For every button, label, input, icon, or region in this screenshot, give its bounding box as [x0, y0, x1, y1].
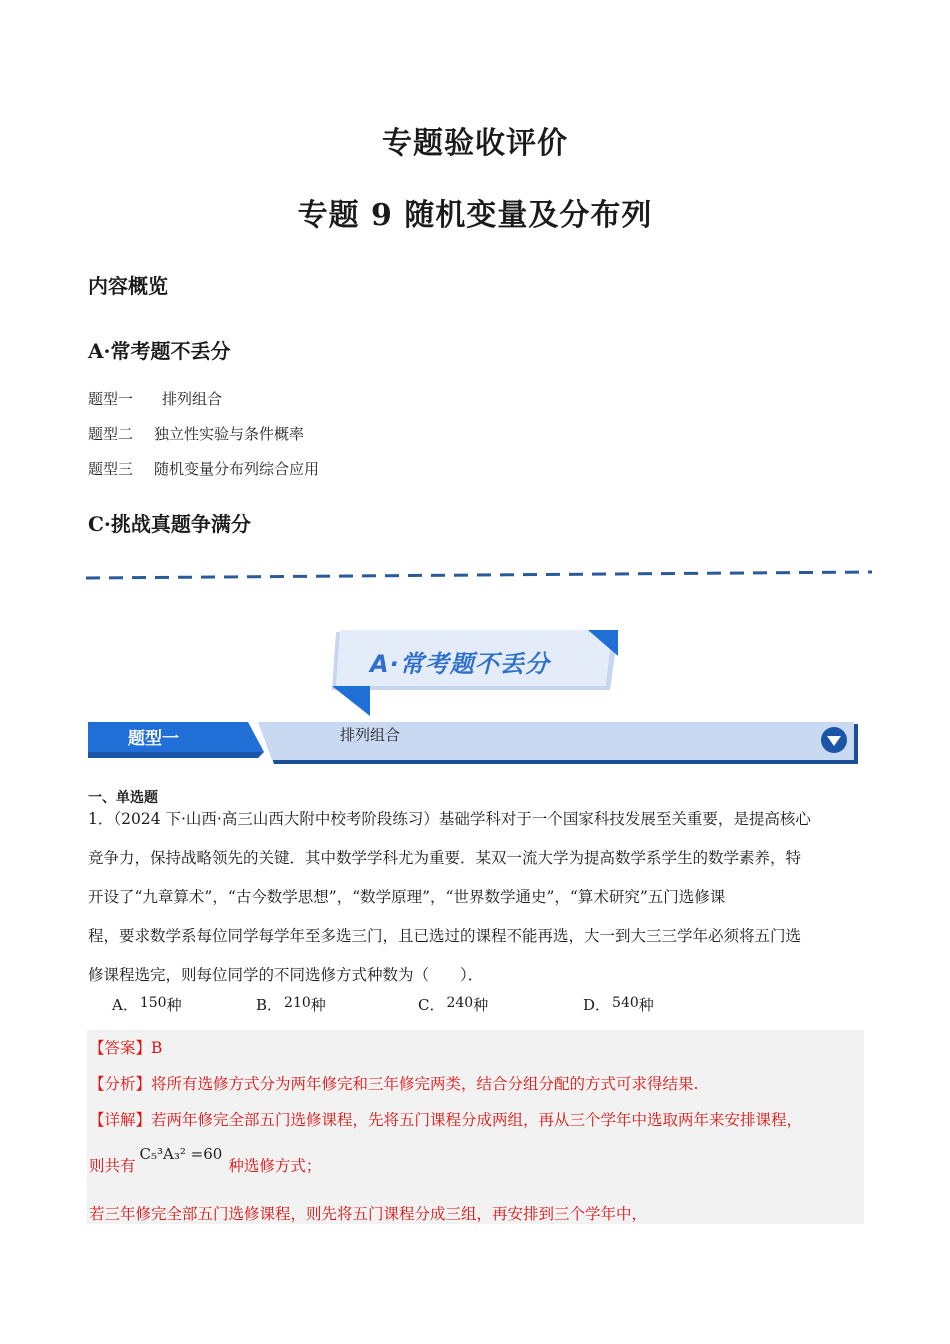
- doc-subtitle: 专题 9 随机变量及分布列: [297, 198, 653, 233]
- option-c[interactable]: [418, 994, 488, 1015]
- option-value: 240: [446, 995, 474, 1011]
- toc-item[interactable]: [88, 388, 222, 409]
- option-d[interactable]: [583, 994, 654, 1015]
- option-letter: A．: [112, 996, 138, 1014]
- section-divider: [86, 566, 872, 586]
- question-line: 修课程选完，则每位同学的不同选修方式种数为（ ）．: [88, 966, 484, 984]
- toc-item-label: 独立性实验与条件概率: [154, 425, 305, 443]
- option-value: 540: [612, 995, 639, 1011]
- answer-options: [88, 994, 868, 1024]
- doc-title: 专题验收评价: [382, 126, 568, 161]
- formula: C₅³A₃² =60: [139, 1145, 223, 1163]
- answer-line: 【答案】B: [89, 1039, 163, 1057]
- option-letter: D．: [583, 996, 611, 1014]
- type-label: 排列组合: [340, 726, 401, 744]
- question-line: 开设了“九章算术”，“古今数学思想”，“数学原理”，“世界数学通史”，“算术研究”五门选修课: [88, 888, 726, 906]
- option-a[interactable]: [112, 994, 182, 1015]
- detail-post: 种选修方式；: [228, 1157, 322, 1175]
- overview-heading: 内容概览: [88, 274, 168, 298]
- question-type-label: 一、单选题: [88, 790, 158, 806]
- option-unit: 种: [473, 996, 489, 1014]
- type-bar[interactable]: [88, 722, 860, 766]
- option-value: 150: [139, 995, 167, 1011]
- detail-line: 【详解】若两年修完全部五门选修课程，先将五门课程分成两组，再从三个学年中选取两年来安排课程，: [89, 1111, 803, 1129]
- toc-item-label: 随机变量分布列综合应用: [154, 460, 320, 478]
- question-line: 1．（2024 下·山西·高三山西大附中校考阶段练习）基础学科对于一个国家科技发展至关重要，是提高核心: [88, 810, 811, 828]
- toc-item-num: 题型二: [88, 425, 134, 443]
- toc-item-num: 题型一: [88, 390, 134, 408]
- toc-item-num: 题型三: [88, 460, 134, 478]
- section-a-heading: A·常考题不丢分: [88, 339, 231, 363]
- detail-pre: 则共有: [89, 1157, 136, 1175]
- option-b[interactable]: [256, 994, 326, 1015]
- banner-text: A·常考题不丢分: [370, 650, 550, 678]
- detail-line-2: [89, 1145, 322, 1176]
- option-unit: 种: [166, 996, 182, 1014]
- section-c-heading: C·挑战真题争满分: [88, 512, 251, 536]
- type-tag: 题型一: [128, 729, 179, 749]
- chevron-down-circle-icon[interactable]: [820, 726, 848, 754]
- question-line: 竞争力，保持战略领先的关键．其中数学学科尤为重要．某双一流大学为提高数学系学生的数学素养，特: [88, 849, 802, 867]
- option-letter: B．: [256, 996, 283, 1014]
- toc-item[interactable]: [88, 458, 319, 479]
- option-value: 210: [284, 995, 311, 1011]
- section-banner: [330, 628, 620, 720]
- toc-item-label: 排列组合: [162, 390, 223, 408]
- toc-item[interactable]: [88, 423, 304, 444]
- detail-line-3: 若三年修完全部五门选修课程，则先将五门课程分成三组，再安排到三个学年中，: [89, 1205, 648, 1223]
- type-bar-shape: [88, 722, 860, 766]
- option-letter: C．: [418, 996, 445, 1014]
- analysis-line: 【分析】将所有选修方式分为两年修完和三年修完两类，结合分组分配的方式可求得结果.: [89, 1075, 699, 1093]
- option-unit: 种: [310, 996, 326, 1014]
- option-unit: 种: [638, 996, 654, 1014]
- question-line: 程，要求数学系每位同学每学年至多选三门，且已选过的课程不能再选，大一到大三三学年必须将五门选: [88, 927, 802, 945]
- solution-box: [87, 1030, 864, 1224]
